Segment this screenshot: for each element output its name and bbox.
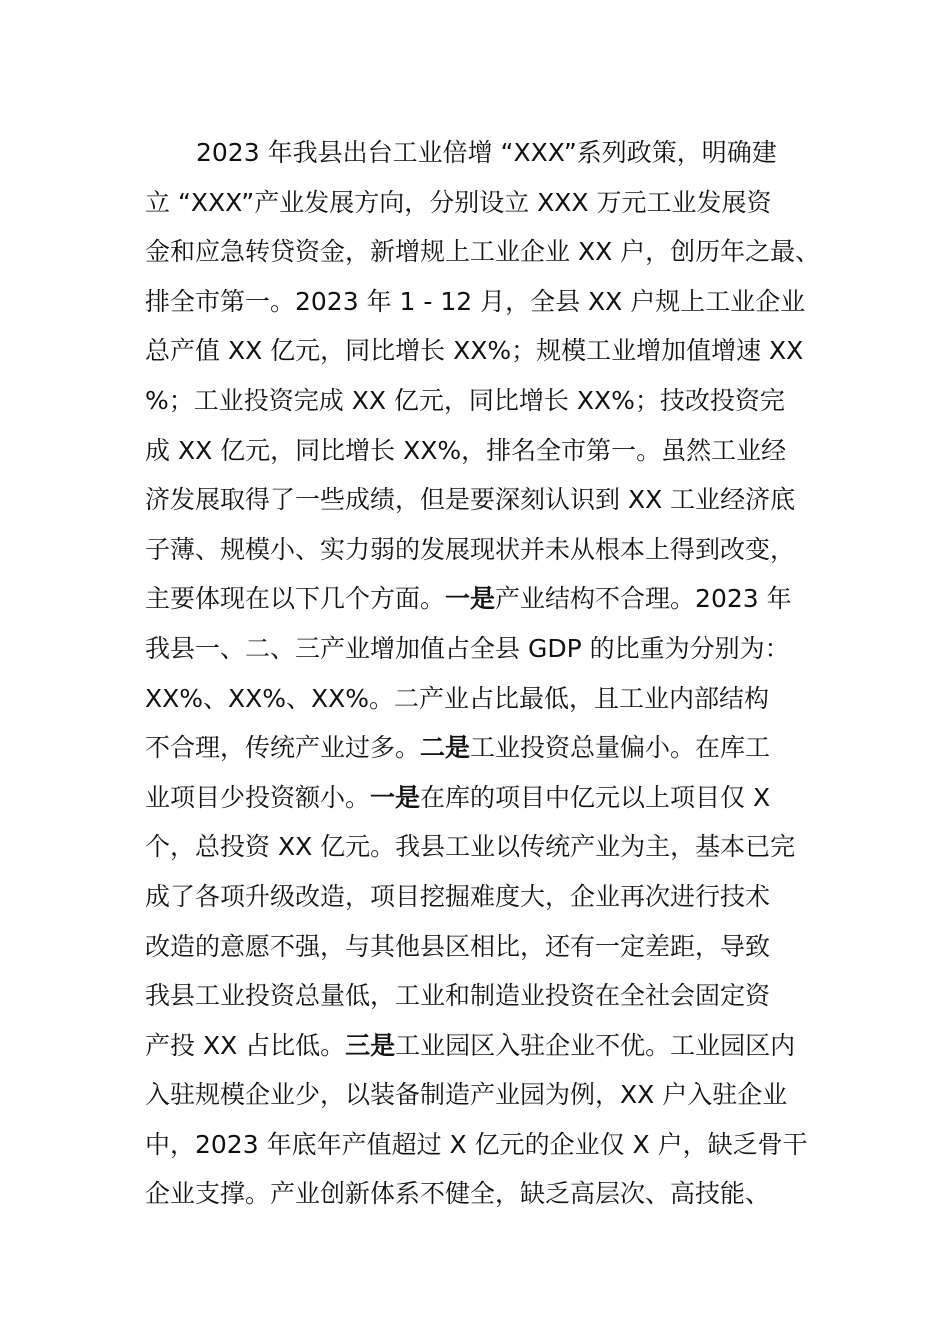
paragraph-line: 改造的意愿不强，与其他县区相比，还有一定差距，导致 xyxy=(145,931,771,961)
paragraph-line: 产投 XX 占比低。三是工业园区入驻企业不优。工业园区内 xyxy=(145,1030,796,1060)
paragraph-line: 成 XX 亿元，同比增长 XX%，排名全市第一。虽然工业经 xyxy=(145,435,787,465)
bold-marker: 一是 xyxy=(445,584,496,614)
paragraph-line: XX%、XX%、XX%。二产业占比最低，且工业内部结构 xyxy=(145,683,770,713)
paragraph-line: 业项目少投资额小。一是在库的项目中亿元以上项目仅 X xyxy=(145,782,771,812)
paragraph-line: 子薄、规模小、实力弱的发展现状并未从根本上得到改变， xyxy=(145,534,796,564)
paragraph-line: 2023 年我县出台工业倍增 “XXX”系列政策，明确建 xyxy=(196,138,777,167)
bold-marker: 二是 xyxy=(420,733,471,763)
paragraph-line: 立 “XXX”产业发展方向，分别设立 XXX 万元工业发展资 xyxy=(145,187,772,217)
paragraph-line: 总产值 XX 亿元，同比增长 XX%；规模工业增加值增速 XX xyxy=(145,336,804,366)
paragraph-line: 入驻规模企业少，以装备制造产业园为例，XX 户入驻企业 xyxy=(145,1080,788,1110)
paragraph-line: 排全市第一。2023 年 1 - 12 月，全县 XX 户规上工业企业 xyxy=(145,286,806,316)
paragraph-line: %；工业投资完成 XX 亿元，同比增长 XX%；技改投资完 xyxy=(145,385,785,415)
body-paragraph xyxy=(145,128,825,1219)
paragraph-line: 不合理，传统产业过多。二是工业投资总量偏小。在库工 xyxy=(145,733,771,763)
paragraph-line: 中，2023 年底年产值超过 X 亿元的企业仅 X 户，缺乏骨干 xyxy=(145,1129,808,1159)
paragraph-line: 个，总投资 XX 亿元。我县工业以传统产业为主，基本已完 xyxy=(145,832,796,862)
paragraph-line: 成了各项升级改造，项目挖掘难度大，企业再次进行技术 xyxy=(145,881,771,911)
paragraph-line: 济发展取得了一些成绩，但是要深刻认识到 XX 工业经济底 xyxy=(145,485,796,515)
bold-marker: 三是 xyxy=(345,1030,396,1060)
paragraph-line: 金和应急转贷资金，新增规上工业企业 XX 户，创历年之最、 xyxy=(145,237,821,267)
paragraph-line: 我县工业投资总量低，工业和制造业投资在全社会固定资 xyxy=(145,981,771,1011)
paragraph-line: 企业支撑。产业创新体系不健全，缺乏高层次、高技能、 xyxy=(145,1179,771,1209)
paragraph-line: 主要体现在以下几个方面。一是产业结构不合理。2023 年 xyxy=(145,584,792,614)
paragraph-line: 我县一、二、三产业增加值占全县 GDP 的比重为分别为： xyxy=(145,633,790,663)
bold-marker: 一是 xyxy=(370,782,421,812)
